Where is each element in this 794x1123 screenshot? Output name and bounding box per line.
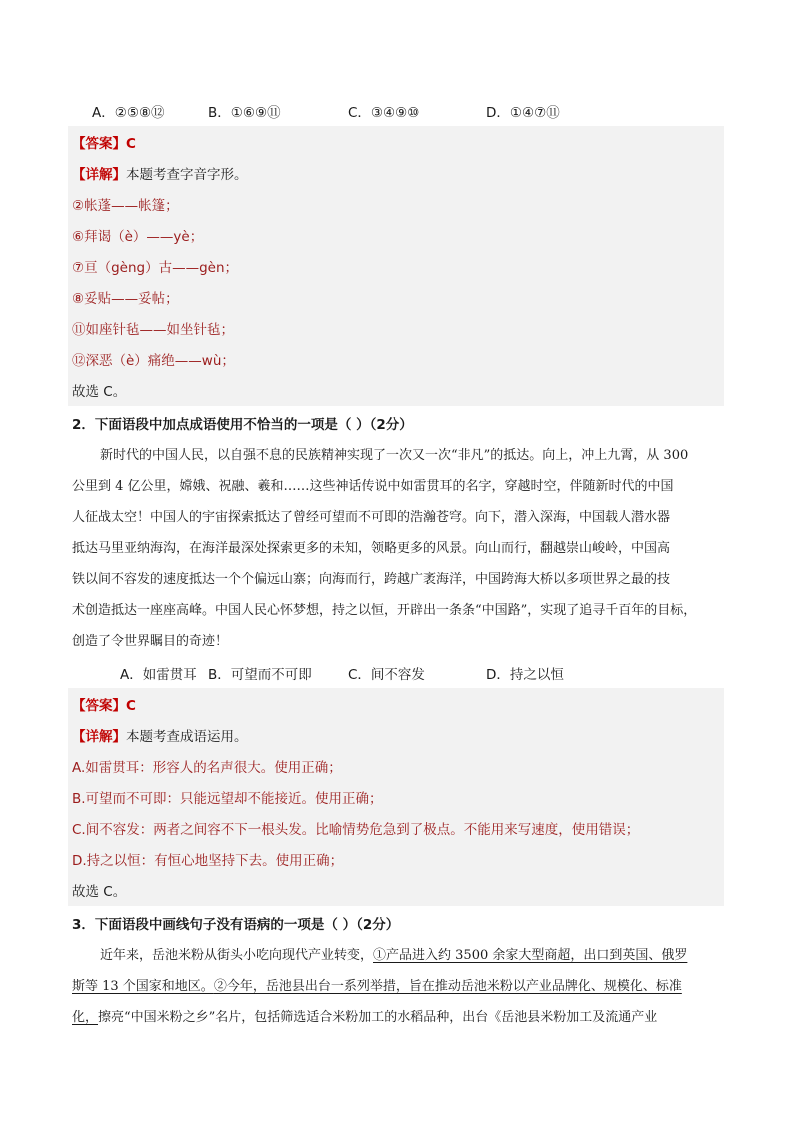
q1-option-b: B．①⑥⑨⑪ [208, 105, 281, 121]
q3-underlined-sentence: ②今年，岳池县出台一系列举措，旨在推动岳池米粉以产业品牌化、规模化、标准 [213, 979, 682, 994]
q1-point: ⑫深恶（è）痛绝——wù； [72, 353, 235, 369]
q2-conclusion: 故选 C。 [72, 884, 127, 900]
q1-point: ⑥拜谒（è）——yè； [72, 229, 204, 245]
q1-detail-intro: 本题考查字音字形。 [126, 167, 248, 183]
q2-passage-line: 抵达马里亚纳海沟，在海洋最深处探索更多的未知，领略更多的风景。向山而行，翻越崇山峻岭，中国高 [72, 541, 671, 556]
q2-point: A.如雷贯耳：形容人的名声很大。使用正确； [72, 760, 342, 776]
q3-underlined-sentence: 斯等 13 个国家和地区。 [72, 979, 214, 994]
q3-text: 擦亮“中国米粉之乡”名片，包括筛选适合米粉加工的水稻品种，出台《岳池县米粉加工及流通产业 [98, 1010, 658, 1025]
q1-answer-block [68, 126, 724, 406]
q2-answer-line [72, 694, 136, 714]
q2-option-c: C．间不容发 [348, 667, 425, 683]
q2-passage-line: 人征战太空！中国人的宇宙探索抵达了曾经可望而不可即的浩瀚苍穹。向下，潜入深海，中国载人潜水器 [72, 510, 671, 525]
q2-passage-line: 铁以间不容发的速度抵达一个个偏远山寨；向海而行，跨越广袤海洋，中国跨海大桥以多项世界之最的技 [72, 572, 671, 587]
q2-answer-value: C [126, 698, 136, 714]
q1-point: ⑦亘（gèng）古——gèn； [72, 260, 239, 276]
q1-detail-line [72, 163, 248, 183]
q2-answer-block [68, 688, 724, 906]
q3-title: 3．下面语段中画线句子没有语病的一项是（ ）（2分） [72, 917, 400, 933]
q3-underlined-sentence: 化， [72, 1010, 99, 1025]
q2-detail-intro: 本题考查成语运用。 [126, 729, 248, 745]
q2-passage-line: 新时代的中国人民，以自强不息的民族精神实现了一次又一次“非凡”的抵达。向上，冲上九霄，从 300 [100, 448, 689, 463]
q2-detail-tag: 【详解】 [72, 729, 126, 745]
q2-passage-line: 创造了令世界瞩目的奇迹！ [72, 634, 229, 649]
q2-passage-line: 术创造抵达一座座高峰。中国人民心怀梦想，持之以恒，开辟出一条条“中国路”，实现了追寻千百年的目标， [72, 603, 697, 618]
q2-option-a: A．如雷贯耳 [120, 667, 197, 683]
q1-conclusion: 故选 C。 [72, 384, 127, 400]
q3-text: 近年来，岳池米粉从街头小吃向现代产业转变， [100, 948, 374, 963]
q1-answer-value: C [126, 136, 136, 152]
q3-underlined-sentence: ①产品进入约 3500 余家大型商超，出口到英国、俄罗 [373, 948, 688, 963]
q2-title: 2．下面语段中加点成语使用不恰当的一项是（ ）（2分） [72, 417, 413, 433]
q1-answer-tag: 【答案】 [72, 136, 126, 152]
q3-passage-line [100, 944, 687, 963]
q1-detail-tag: 【详解】 [72, 167, 126, 183]
q1-point: ②帐蓬——帐篷； [72, 198, 179, 214]
q1-point: ⑧妥贴——妥帖； [72, 291, 179, 307]
q2-point: D.持之以恒：有恒心地坚持下去。使用正确； [72, 853, 344, 869]
q2-option-d: D．持之以恒 [486, 667, 564, 683]
q1-point: ⑪如座针毡——如坐针毡； [72, 322, 234, 338]
q2-passage-line: 公里到 4 亿公里，嫦娥、祝融、羲和……这些神话传说中如雷贯耳的名字，穿越时空，伴随新时代的中国 [72, 479, 674, 494]
q2-answer-tag: 【答案】 [72, 698, 126, 714]
q1-option-d: D．①④⑦⑪ [486, 105, 560, 121]
q1-option-c: C．③④⑨⑩ [348, 105, 420, 121]
q2-point: C.间不容发：两者之间容不下一根头发。比喻情势危急到了极点。不能用来写速度，使用错误； [72, 822, 640, 838]
q2-point: B.可望而不可即：只能远望却不能接近。使用正确； [72, 791, 383, 807]
q2-detail-line [72, 725, 248, 745]
q2-option-b: B．可望而不可即 [208, 667, 312, 683]
q3-passage-line [72, 1006, 657, 1025]
q1-answer-line [72, 132, 136, 152]
q3-passage-line [72, 975, 682, 994]
q1-option-a: A．②⑤⑧⑫ [92, 105, 165, 121]
